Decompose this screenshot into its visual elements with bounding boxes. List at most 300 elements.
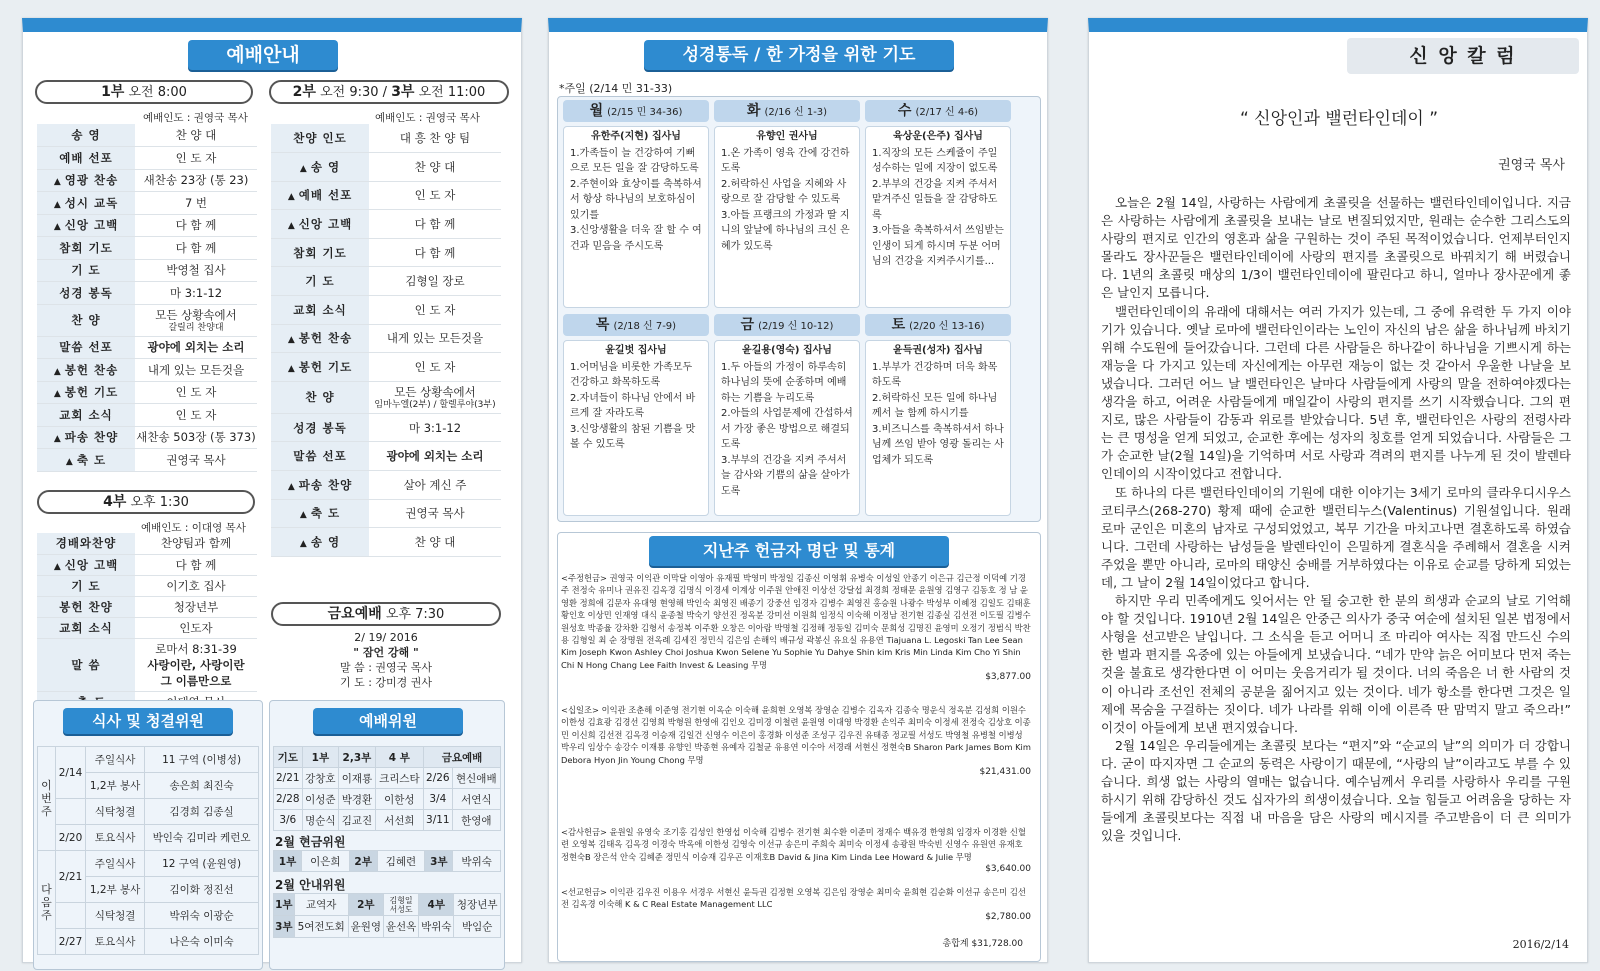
order-row	[271, 528, 501, 557]
committee-cell: 3/11	[424, 810, 453, 831]
prayer-card	[714, 340, 860, 516]
prayer-item: 3.아들 프랭크의 가정과 딸 지니의 앞날에 하나님의 크신 은혜가 있도록	[721, 209, 850, 252]
worship-guide-page	[22, 18, 522, 963]
prayer-day-reading: (2/17 신 4-6)	[915, 107, 979, 118]
order-label-text: 참회 기도	[293, 245, 347, 260]
order-row	[37, 533, 257, 554]
order-row	[37, 404, 257, 427]
committee-cell: 현신애배	[452, 768, 500, 789]
order-item-label	[37, 554, 135, 575]
order-item-label	[271, 267, 369, 296]
order-row	[37, 259, 257, 282]
meal-cleaning-title: 식사 및 청결위원	[63, 708, 233, 734]
usher-cell: 청장년부	[454, 894, 501, 916]
order-row	[37, 282, 257, 305]
order-label-text: 송 영	[310, 535, 341, 550]
order-value-line: 모든 상황속에서	[155, 307, 237, 322]
column-paragraph: 오늘은 2월 14일, 사랑하는 사람에게 초콜릿을 선물하는 밸런타인데이입니다. 지금은 사랑하는 사람에게 초콜릿을 보내는 날로 변질되었지만, 원래는 순수한 그리스도의 사랑의 편지로 인간의 영혼과 삶을 구원하는 것이 주된 목적이었습니다. 언제부터인지 몰라도 장사꾼들은 밸런타인데이에 사랑의 편지를 초콜릿으로 바꿔치기 해 버렸습니다. 1년의 초콜릿 매상의 1/3이 밸런타인데이에 팔린다고 하니, 얼마나 장사꾼에게 좋은 날인지 모릅니다.	[1101, 195, 1571, 301]
meal-duty: 토요식사	[86, 929, 145, 955]
column-paragraph: 하지만 우리 민족에게도 잊어서는 안 될 숭고한 한 분의 희생과 순교의 날로 기억해야 할 것입니다. 1910년 2월 14일은 안중근 의사가 중국 여순에 설치된 일본 법정에서 사형을 선고받은 날입니다. 그 소식을 듣고 어머니 조 마리아 여사는 직접 만드신 수의 한 벌과 편지를 옥중에 있는 아들에게 보냈습니다. “네가 만약 늙은 어미보다 먼저 죽는 것을 불효로 생각한다면 이 어미는 웃음거리가 될 것이다. 너의 죽음은 너 한 사람의 것이 아니라 조선인 전체의 공분을 짊어지고 있는 것이다. 네가 항소를 한다면 그것은 일제에 목숨을 구걸하는 짓이다. 네가 나라를 위해 이에 이른즉 딴 맘먹지 말고 죽으라!” 이것이 아들에게 보낸 편지였습니다.	[1101, 593, 1571, 735]
committee-cell: 2/28	[274, 789, 303, 810]
order-label-text: 봉헌 기도	[298, 360, 353, 375]
order-label-text: 기 도	[71, 263, 101, 278]
offering-names: <감사헌금> 윤원일 유영숙 조기홍 김성인 한영섭 이숙해 김병수 전기현 최수환 이준미 정재수 백유경 한영희 임경자 이경환 신혈련 오영복 김태옥 김옥경 이경숙 박옥애 이한성 김영숙 이선규 송은미 주희숙 최미숙 이정세 송광원 박숙빈 신영수 유원연 유재호 정현숙B 장은석 안숙 김혜준 정민식 이승재 김우곤 이재호B David & Jina Kim Linda Lee Howard & Julie 무명	[561, 827, 1026, 862]
offering-amount: $3,877.00	[985, 672, 1031, 683]
stand-marker: ▲	[299, 510, 308, 521]
column-paragraph: 2월 14일은 우리들에게는 초콜릿 보다는 “편지”와 “순교의 날”의 의미가 더 강합니다. 굳이 따지자면 그 순교의 동력은 사랑이기 때문에, “사랑의 날”이라고도 부를 수 있습니다. 희생 없는 사랑의 열매는 없습니다. 예수님께서 우리를 사랑하사 우리를 구원하시기 위해 감당하신 것도 십자가의 희생이셨습니다. 오늘 힘들고 어려움을 당하는 자들에게 초콜릿보다는 직접 내 마음을 담은 사랑의 메시지를 주고받음이 더 큰 의미가 있을 것입니다.	[1101, 737, 1571, 844]
prayer-card	[865, 340, 1011, 516]
committee-head: 1부	[302, 747, 339, 768]
order-row	[271, 353, 501, 382]
committee-cell: 이한성	[375, 789, 423, 810]
order-label-text: 봉헌 찬송	[298, 331, 353, 346]
column-paragraph: 밸런타인데이의 유래에 대해서는 여러 가지가 있는데, 그 중에 유력한 두 가지 이야기가 있습니다. 옛날 로마에 밸런타인이라는 노인이 자신의 남은 삶을 하나님께 바치기 위해 수도원에 들어갔습니다. 그런데 다른 사람들은 하나같이 하나님을 기쁘시게 하는 재능을 다 가지고 있는데 자신에게는 아무런 재능이 없는 것 같아서 우울한 나날을 보냈습니다. 그러던 어느 날 밸런타인은 날마다 사람들에게 사랑의 말을 전하여야겠다는 생각을 하고, 어려운 사람들에게 매일같이 사랑의 편지를 쓰기 시작했습니다. 그의 편지로, 많은 사람들이 감동과 위로를 받았습니다. 5년 후, 밸런타인은 사랑의 전령사라는 큰 명성을 얻게 되었고, 순교한 후에는 성자의 칭호를 얻게 되었습니다. 사람들은 그가 순교한 날(2월 14일)을 기억하며 서로 사랑과 격려의 편지를 나누게 된 것이 발렌타인데이의 시작이었다고 전합니다.	[1101, 303, 1571, 482]
meal-cleaning-table	[37, 746, 259, 955]
order-item-label	[37, 404, 135, 427]
order-item-label	[37, 259, 135, 282]
committee-cell: 명순식	[302, 810, 339, 831]
worship-guide-title: 예배안내	[188, 40, 338, 70]
prayer-day-header	[563, 314, 709, 336]
order-row	[37, 192, 257, 215]
prayer-item: 2.주현이와 효상이를 축복하셔서 항상 하나님의 보호하심이 있기를	[570, 178, 702, 221]
meal-row	[38, 929, 259, 955]
order-label-text: 파송 찬양	[298, 477, 353, 492]
order-item-value: 찬 양 대	[369, 153, 501, 182]
prayer-family-name: 유향인 권사님	[756, 131, 818, 142]
order-item-label	[37, 214, 135, 237]
order-row	[37, 596, 257, 617]
prayer-day-reading: (2/20 신 13-16)	[909, 321, 985, 332]
offering-amount: $2,780.00	[985, 911, 1031, 922]
order-item-value: 인 도 자	[369, 353, 501, 382]
order-item-label	[271, 528, 369, 557]
order-row	[37, 169, 257, 192]
committee-cell: 1부	[274, 851, 302, 872]
meal-members: 11 구역 (이병성)	[145, 747, 259, 773]
order-row	[37, 617, 257, 638]
order-item-value: 다 함 께	[135, 214, 257, 237]
order-item-label	[37, 192, 135, 215]
prayer-day-name: 목	[595, 317, 610, 333]
committee-cell: 이재룡	[339, 768, 376, 789]
order-label-text: 영광 찬송	[64, 173, 119, 188]
committee-cell: 2/21	[274, 768, 303, 789]
usher-cell: 윤원영	[348, 916, 383, 938]
usher-cell: 1부	[274, 894, 295, 916]
order-row	[271, 471, 501, 500]
order-row	[37, 638, 257, 691]
service2-time: 오전 9:30 /	[320, 85, 388, 100]
meal-members: 송은희 최진숙	[145, 773, 259, 799]
order-item-label	[271, 296, 369, 325]
bible-reading-page	[548, 18, 1048, 963]
prayer-day-reading: (2/16 신 1-3)	[764, 107, 828, 118]
committee-cell: 서선희	[375, 810, 423, 831]
prayer-day-reading: (2/19 신 10-12)	[758, 321, 834, 332]
order-row	[271, 499, 501, 528]
committee-cell: 이성준	[302, 789, 339, 810]
order-item-value: 권영국 목사	[369, 499, 501, 528]
order-item-label	[271, 471, 369, 500]
prayer-day-name: 월	[589, 103, 604, 119]
order-item-label	[271, 210, 369, 239]
order-label-text: 축 도	[76, 452, 107, 467]
order-item-label	[37, 124, 135, 147]
order-label-text: 파송 찬양	[64, 430, 119, 445]
committee-cell: 한영애	[452, 810, 500, 831]
stand-marker: ▲	[287, 335, 296, 346]
service23-order	[271, 124, 501, 557]
committee-cell: 3/4	[424, 789, 453, 810]
meal-date: 2/21	[56, 851, 86, 903]
friday-label: 금요예배	[327, 606, 382, 622]
cash-committee-table	[273, 850, 501, 872]
order-item-label	[271, 153, 369, 182]
order-item-label	[271, 499, 369, 528]
friday-topic: " 잠언 강해 "	[353, 646, 419, 659]
service1-header	[35, 80, 253, 104]
meal-date: 2/14	[56, 747, 86, 799]
prayer-item: 3.아들을 축복하셔서 쓰임받는 인생이 되게 하시며 두분 어머님의 건강을 지켜주시기를...	[872, 225, 1004, 267]
meal-members: 12 구역 (윤원영)	[145, 851, 259, 877]
service3-time: 오전 11:00	[418, 85, 486, 100]
prayer-family-name: 윤길용(영숙) 집사님	[742, 345, 832, 356]
stand-marker: ▲	[53, 177, 62, 188]
service4-label: 4부	[103, 494, 127, 510]
order-label-text: 봉헌 찬양	[59, 599, 113, 614]
committee-row	[274, 789, 501, 810]
order-item-label	[37, 237, 135, 260]
order-item-label	[271, 238, 369, 267]
order-item-label	[37, 426, 135, 449]
order-label-text: 축 도	[310, 506, 341, 521]
order-label-text: 기 도	[305, 274, 335, 289]
order-label-text: 신앙 고백	[64, 557, 119, 572]
stand-marker: ▲	[53, 366, 62, 377]
order-item-label	[37, 638, 135, 691]
order-item-value: 인 도 자	[135, 147, 257, 170]
column-paragraph: 또 하나의 다른 밸런타인데이의 기원에 대한 이야기는 3세기 로마의 클라우디시우스 코티쿠스(268-270) 황제 때에 순교한 밸런티누스(Valentinus) 기원설입니다. 원래 로마 군인은 미혼의 남자로 구성되었었고, 복무 기간을 마치고나면 결혼하도록 하였습니다. 그런데 사랑하는 남성들을 발렌타인이 은밀하게 결혼식을 주례해서 결혼을 시켜주었을 뿐만 아니라, 로마의 태양신 숭배를 거부하였다는 이유로 순교를 당하게 되었는데, 그 날이 2월 14일이었다고 합니다.	[1101, 484, 1571, 590]
column-title: 신 앙 칼 럼	[1347, 38, 1579, 74]
order-item-label	[37, 147, 135, 170]
order-value-line: 임마누엘(2부) / 할렐루야(3부)	[374, 399, 496, 410]
order-item-value: 찬양팀과 함께	[135, 533, 257, 554]
meal-members: 김이화 정진선	[145, 877, 259, 903]
order-label-text: 성시 교독	[64, 195, 119, 210]
prayer-day-reading: (2/15 민 34-36)	[607, 107, 683, 118]
offering-names: <선교헌금> 이익관 김우진 이용우 서경우 서현신 윤득권 김정현 오영복 김은임 장영순 최미숙 윤희현 김순화 이선규 송은미 김선전 김옥경 이숙해 K & C Real Estate Management LLC	[561, 887, 1026, 910]
order-row	[271, 324, 501, 353]
order-item-label	[37, 304, 135, 336]
meal-row	[38, 799, 259, 825]
order-item-label	[37, 596, 135, 617]
stand-marker: ▲	[65, 456, 74, 467]
service1-leader: 예배인도 : 권영국 목사	[143, 112, 248, 124]
service1-time: 오전 8:00	[128, 85, 187, 100]
order-row	[37, 336, 257, 359]
service4-order	[37, 533, 257, 713]
order-row	[271, 381, 501, 413]
offering-title: 지난주 헌금자 명단 및 통계	[649, 536, 949, 566]
friday-date: 2/ 19/ 2016	[354, 631, 418, 644]
order-item-value: 새찬송 23장 (통 23)	[135, 169, 257, 192]
prayer-card	[865, 126, 1011, 308]
meal-row	[38, 903, 259, 929]
prayer-item: 3.부부의 건강을 지켜 주셔서 늘 감사와 기쁨의 삶을 살아가도록	[721, 454, 850, 497]
usher-cell: 김형일 서성도	[383, 894, 418, 916]
friday-details	[271, 630, 501, 690]
order-row	[37, 575, 257, 596]
service1-order	[37, 124, 257, 472]
order-item-value: 청장년부	[135, 596, 257, 617]
order-label-text: 성경 봉독	[59, 285, 113, 300]
order-row	[37, 381, 257, 404]
stand-marker: ▲	[299, 539, 308, 550]
order-value-line: 로마서 8:31-39	[155, 641, 237, 656]
order-value-line: 모든 상황속에서	[394, 384, 476, 399]
meal-date: 2/20	[56, 825, 86, 851]
order-item-value: 다 함 께	[135, 237, 257, 260]
stand-marker: ▲	[53, 434, 62, 445]
order-item-value: 다 함 께	[369, 238, 501, 267]
prayer-item: 2.자녀들이 하나님 안에서 바르게 잘 자라도록	[570, 392, 696, 419]
meal-members: 박위숙 이광순	[145, 903, 259, 929]
order-row	[271, 413, 501, 442]
committee-row	[274, 810, 501, 831]
order-item-label	[271, 381, 369, 413]
meal-duty: 식탁청결	[86, 799, 145, 825]
order-item-label	[271, 181, 369, 210]
usher-cell: 2부	[348, 894, 383, 916]
prayer-item: 1.어머님을 비롯한 가족모두 건강하고 화목하도록	[570, 361, 693, 388]
offering-total: 총합계 $31,728.00	[942, 939, 1023, 949]
prayer-item: 2.허락하신 모든 일에 하나님께서 늘 함께 하시기를	[872, 392, 998, 419]
order-item-value: 대 흥 찬 양 팀	[369, 124, 501, 153]
order-item-label	[271, 124, 369, 153]
order-item-value: 인 도 자	[369, 296, 501, 325]
committee-cell: 서연식	[452, 789, 500, 810]
usher-cell: 3부	[274, 916, 295, 938]
meal-members: 박인숙 김미라 케런오	[145, 825, 259, 851]
order-item-label	[37, 169, 135, 192]
week-label: 이 번 주	[38, 747, 56, 851]
usher-cell: 교역자	[294, 894, 348, 916]
order-item-value: 박영철 집사	[135, 259, 257, 282]
order-item-value: 살아 계신 주	[369, 471, 501, 500]
order-item-label	[37, 449, 135, 472]
service1-label: 1부	[101, 84, 125, 100]
meal-row	[38, 747, 259, 773]
prayer-family-name: 윤득권(성자) 집사님	[893, 345, 983, 356]
prayer-item: 1.온 가족이 영육 간에 강건하도록	[721, 147, 850, 174]
stand-marker: ▲	[287, 221, 296, 232]
order-item-value: 다 함 께	[369, 210, 501, 239]
order-item-value	[135, 638, 257, 691]
committee-cell: 3/6	[274, 810, 303, 831]
order-row	[37, 449, 257, 472]
order-label-text: 교회 소식	[59, 407, 113, 422]
order-row	[271, 296, 501, 325]
order-label-text: 신앙 고백	[298, 217, 353, 232]
offering-amount: $3,640.00	[985, 864, 1031, 875]
usher-cell: 박위숙	[419, 916, 454, 938]
meal-members: 나은숙 이미숙	[145, 929, 259, 955]
order-label-text: 신앙 고백	[64, 218, 119, 233]
order-item-value: 인도자	[135, 617, 257, 638]
order-row	[271, 267, 501, 296]
column-author: 권영국 목사	[1498, 158, 1565, 173]
stand-marker: ▲	[287, 364, 296, 375]
order-value-line: 사랑이란, 사랑이란	[147, 657, 245, 672]
offering-names: <십일조> 이익관 조춘해 이준영 전기현 이옥순 이숙해 윤희현 오영복 장영순 김병수 김옥자 김종숙 명운식 정옥분 김성희 이원수 이한성 김효광 김경선 김영희 박형원 한영애 김인오 김미경 이철련 윤원영 이대영 박경환 손익주 최미숙 이정세 전정숙 김상호 이종민 이신희 김선전 김옥경 이승재 김일건 신영수 이은이 홍경화 이성준 조성구 김우진 유태종 정교필 서성도 박영철 유병철 이병성 박우리 임상수 송강수 이재룡 유향인 박종현 유예자 김철균 유용연 이수아 서경래 서현신 정현숙B Sharon Park James Bom Kim Debora Hyon Jin Young Chong 무명	[561, 705, 1031, 765]
order-label-text: 성경 봉독	[293, 420, 347, 435]
order-item-value: 다 함 께	[135, 554, 257, 575]
order-label-text: 말씀 선포	[293, 449, 347, 464]
order-item-value: 마 3:1-12	[135, 282, 257, 305]
order-item-label	[37, 533, 135, 554]
order-item-value: 김형일 장로	[369, 267, 501, 296]
meal-duty: 주일식사	[86, 747, 145, 773]
prayer-day-name: 화	[746, 103, 761, 119]
stand-marker: ▲	[53, 389, 62, 400]
committee-head: 2,3부	[339, 747, 376, 768]
order-row	[271, 442, 501, 471]
prayer-item: 1.두 아들의 가정이 하루속히 하나님의 뜻에 순종하며 예배하는 기쁨을 누리도록	[721, 361, 847, 404]
cash-committee-title: 2월 현금위원	[275, 835, 346, 849]
committee-cell: 강창호	[302, 768, 339, 789]
order-row	[271, 210, 501, 239]
week-label: 다 음 주	[38, 851, 56, 955]
service23-leader: 예배인도 : 권영국 목사	[375, 112, 480, 124]
prayer-item: 2.부부의 건강을 지켜 주셔서 맡겨주신 일들을 잘 감당하도록	[872, 178, 998, 221]
prayer-card	[563, 126, 709, 308]
order-label-text: 경배와찬양	[55, 536, 117, 551]
prayer-card	[563, 340, 709, 516]
prayer-item: 1.직장의 모든 스케쥴이 주일성수하는 일에 지장이 없도록	[872, 147, 998, 174]
prayer-day-header	[865, 100, 1011, 122]
prayer-family-name: 윤길벗 집사님	[605, 345, 667, 356]
offering-group	[561, 704, 1031, 778]
order-item-value: 인 도 자	[369, 181, 501, 210]
offering-group	[561, 572, 1031, 684]
stand-marker: ▲	[53, 222, 62, 233]
order-item-value: 7 번	[135, 192, 257, 215]
prayer-day-header	[714, 314, 860, 336]
offering-group	[561, 826, 1031, 876]
prayer-item: 3.비즈니스를 축복하셔서 하나님께 쓰임 받아 영광 돌리는 사업체가 되도록	[872, 423, 1004, 466]
order-label-text: 예배 선포	[298, 188, 353, 203]
order-item-label	[37, 336, 135, 359]
order-item-label	[271, 442, 369, 471]
order-row	[37, 124, 257, 147]
worship-committee-title: 예배위원	[313, 708, 463, 734]
committee-cell: 이은희	[301, 851, 349, 872]
order-label-text: 송 영	[71, 128, 101, 142]
stand-marker: ▲	[299, 163, 308, 174]
prayer-day-name: 토	[891, 317, 906, 333]
order-item-value: 찬 양 대	[135, 124, 257, 147]
order-row	[271, 153, 501, 182]
stand-marker: ▲	[287, 481, 296, 492]
service4-time: 오후 1:30	[130, 495, 189, 510]
order-item-label	[37, 381, 135, 404]
usher-cell: 5여전도회	[294, 916, 348, 938]
order-item-value: 광야에 외치는 소리	[135, 336, 257, 359]
order-item-value: 내게 있는 모든것을	[135, 359, 257, 382]
order-label-text: 참회 기도	[59, 240, 113, 255]
order-row	[37, 147, 257, 170]
committee-cell: 김교진	[339, 810, 376, 831]
order-item-value	[135, 304, 257, 336]
order-row	[37, 237, 257, 260]
committee-row	[274, 768, 501, 789]
committee-head: 4 부	[375, 747, 423, 768]
stand-marker: ▲	[53, 199, 62, 210]
offering-amount: $21,431.00	[979, 767, 1031, 778]
usher-cell: 박임순	[454, 916, 501, 938]
prayer-day-name: 금	[740, 317, 755, 333]
prayer-family-name: 육상운(은주) 집사님	[893, 131, 983, 142]
prayer-family-name: 유한주(지현) 집사님	[591, 131, 681, 142]
order-label-text: 송 영	[310, 159, 341, 174]
order-value-line: 그 이름만으로	[160, 673, 232, 688]
order-label-text: 교회 소식	[59, 620, 113, 635]
meal-duty: 식탁청결	[86, 903, 145, 929]
meal-members: 김경희 김종실	[145, 799, 259, 825]
usher-committee-title: 2월 안내위원	[275, 878, 346, 892]
order-label-text: 찬 양	[305, 390, 335, 405]
column-date: 2016/2/14	[1512, 938, 1569, 951]
order-label-text: 예배 선포	[59, 150, 113, 165]
committee-cell: 2/26	[424, 768, 453, 789]
stand-marker: ▲	[53, 561, 62, 572]
service2-label: 2부	[292, 84, 316, 100]
column-heading: “ 신앙인과 밸런타인데이 ”	[1239, 109, 1439, 129]
order-item-value	[369, 381, 501, 413]
prayer-item: 3.신앙생활의 참된 기쁨을 맛볼 수 있도록	[570, 423, 696, 450]
order-item-label	[37, 617, 135, 638]
sunday-reading: *주일 (2/14 민 31-33)	[559, 82, 673, 95]
friday-header	[271, 602, 501, 626]
order-value-line: 갈릴리 찬양대	[168, 322, 224, 333]
order-label-text: 교회 소식	[293, 302, 347, 317]
order-row	[37, 304, 257, 336]
order-item-value: 광야에 외치는 소리	[369, 442, 501, 471]
order-row	[271, 238, 501, 267]
meal-duty: 1,2부 봉사	[86, 773, 145, 799]
column-page	[1088, 18, 1588, 963]
friday-time: 오후 7:30	[385, 607, 445, 622]
service4-header	[37, 490, 255, 514]
prayer-item: 1.가족들이 늘 건강하여 기뻐으로 모든 일을 잘 감당하도록	[570, 147, 699, 174]
prayer-item: 2.아들의 사업문제에 간섭하셔서 가장 좋은 방법으로 해결되도록	[721, 408, 853, 450]
friday-prayer: 기 도 : 강미경 권사	[339, 676, 433, 689]
order-label-text: 봉헌 찬송	[64, 362, 119, 377]
order-label-text: 봉헌 기도	[64, 385, 119, 400]
order-row	[37, 426, 257, 449]
prayer-item: 1.부부가 건강하며 더욱 화목 하도록	[872, 361, 998, 388]
order-row	[37, 214, 257, 237]
order-item-label	[271, 413, 369, 442]
prayer-item: 3.신앙생활을 더욱 잘 할 수 여건과 믿음을 주시도록	[570, 225, 702, 252]
meal-date: 2/27	[56, 929, 86, 955]
order-item-label	[37, 282, 135, 305]
service3-label: 3부	[391, 84, 415, 100]
order-label-text: 말 씀	[71, 657, 101, 672]
bible-reading-title: 성경통독 / 한 가정을 위한 기도	[644, 40, 954, 70]
order-item-label	[271, 324, 369, 353]
